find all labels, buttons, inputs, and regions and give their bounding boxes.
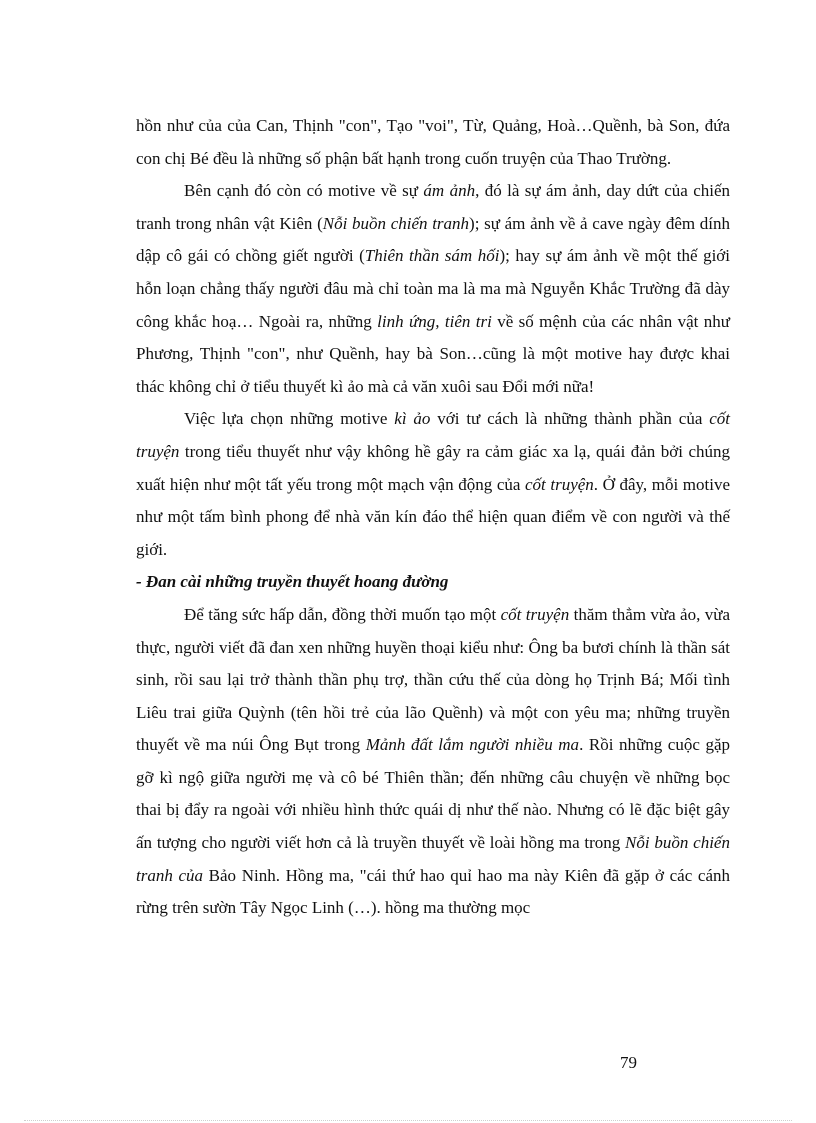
italic-text-run: ám ảnh	[423, 181, 476, 201]
text-run: . Ở đây, mỗi motive như một tấm bình phong để nhà văn kín đáo thể hiện quan điểm về con người và thế giới.	[136, 474, 730, 559]
italic-text-run: Nỗi buồn chiến tranh của	[136, 833, 730, 885]
text-run: Bên cạnh đó còn có motive về sự	[184, 181, 424, 201]
text-run: , đó là sự ám ảnh, day dứt của chiến tranh trong nhân vật Kiên (	[136, 181, 731, 233]
text-run: ); sự ám ảnh về ả cave ngày đêm dính dập cô gái có chồng giết người (	[136, 213, 731, 266]
bottom-divider	[24, 1120, 792, 1121]
italic-text-run: cốt truyện	[525, 474, 594, 494]
italic-text-run: cốt truyện	[500, 604, 570, 624]
italic-text-run: kì ảo	[394, 409, 431, 429]
italic-text-run: Mảnh đất lắm người nhiều ma	[365, 735, 580, 755]
paragraph-legends	[136, 599, 730, 925]
italic-text-run: Thiên thần sám hối	[364, 246, 500, 266]
italic-text-run: linh ứng, tiên tri	[377, 311, 492, 331]
section-heading	[136, 566, 730, 599]
text-run: trong tiểu thuyết như vậy không hề gây ra cảm giác xa lạ, quái đản bởi chúng xuất hiện như một tất yếu trong một mạch vận động của	[136, 441, 730, 494]
italic-text-run: cốt truyện	[136, 409, 730, 461]
paragraph-obsession-motive	[136, 175, 730, 403]
text-run: Để tăng sức hấp dẫn, đồng thời muốn tạo một	[184, 604, 501, 624]
text-run: Việc lựa chọn những motive	[184, 409, 395, 429]
italic-text-run: - Đan cài những truyền thuyết hoang đường	[136, 572, 449, 592]
paragraph-continued	[136, 110, 730, 175]
text-run: thăm thẳm vừa ảo, vừa thực, người viết đã đan xen những huyền thoại kiểu như: Ông ba bươi chính là thần sát sinh, rồi sau lại trở thành thần phụ trợ, thần cứu thế của dòng họ Trịnh Bá; Mối tình Liêu trai giữa Quỳnh (tên hồi trẻ của lão Quềnh) và một con yêu ma; những truyền thuyết về ma núi Ông Bụt trong	[136, 604, 730, 755]
text-run: . Rồi những cuộc gặp gỡ kì ngộ giữa người mẹ và cô bé Thiên thần; đến những câu chuyện về những bọc thai bị đẩy ra ngoài với nhiều hình thức quái dị như thế nào. Nhưng có lẽ đặc biệt gây ấn tượng cho người viết hơn cả là truyền thuyết về loài hồng ma trong	[136, 735, 730, 853]
text-run: hồn như của của Can, Thịnh "con", Tạo "voi", Từ, Quảng, Hoà…Quềnh, bà Son, đứa con chị Bé đều là những số phận bất hạnh trong cuốn truyện của Thao Trường.	[136, 116, 730, 168]
page-body	[136, 110, 730, 925]
text-run: về số mệnh của các nhân vật như Phương, Thịnh "con", như Quềnh, hay bà Son…cũng là một motive hay được khai thác không chỉ ở tiểu thuyết kì ảo mà cả văn xuôi sau Đổi mới nữa!	[136, 311, 730, 396]
italic-text-run: Nỗi buồn chiến tranh	[322, 213, 470, 233]
page-number: 79	[620, 1053, 637, 1072]
text-run: với tư cách là những thành phần của	[430, 409, 710, 429]
paragraph-motive-choice	[136, 403, 730, 566]
text-run: Bảo Ninh. Hồng ma, "cái thứ hao quỉ hao ma này Kiên đã gặp ở các cánh rừng trên sườn Tây Ngọc Linh (…). hồng ma thường mọc	[136, 865, 730, 918]
text-run: ); hay sự ám ảnh về một thế giới hỗn loạn chẳng thấy người đâu mà chỉ toàn ma là ma mà Nguyễn Khắc Trường đã dày công khắc hoạ… Ngoài ra, những	[136, 246, 731, 331]
